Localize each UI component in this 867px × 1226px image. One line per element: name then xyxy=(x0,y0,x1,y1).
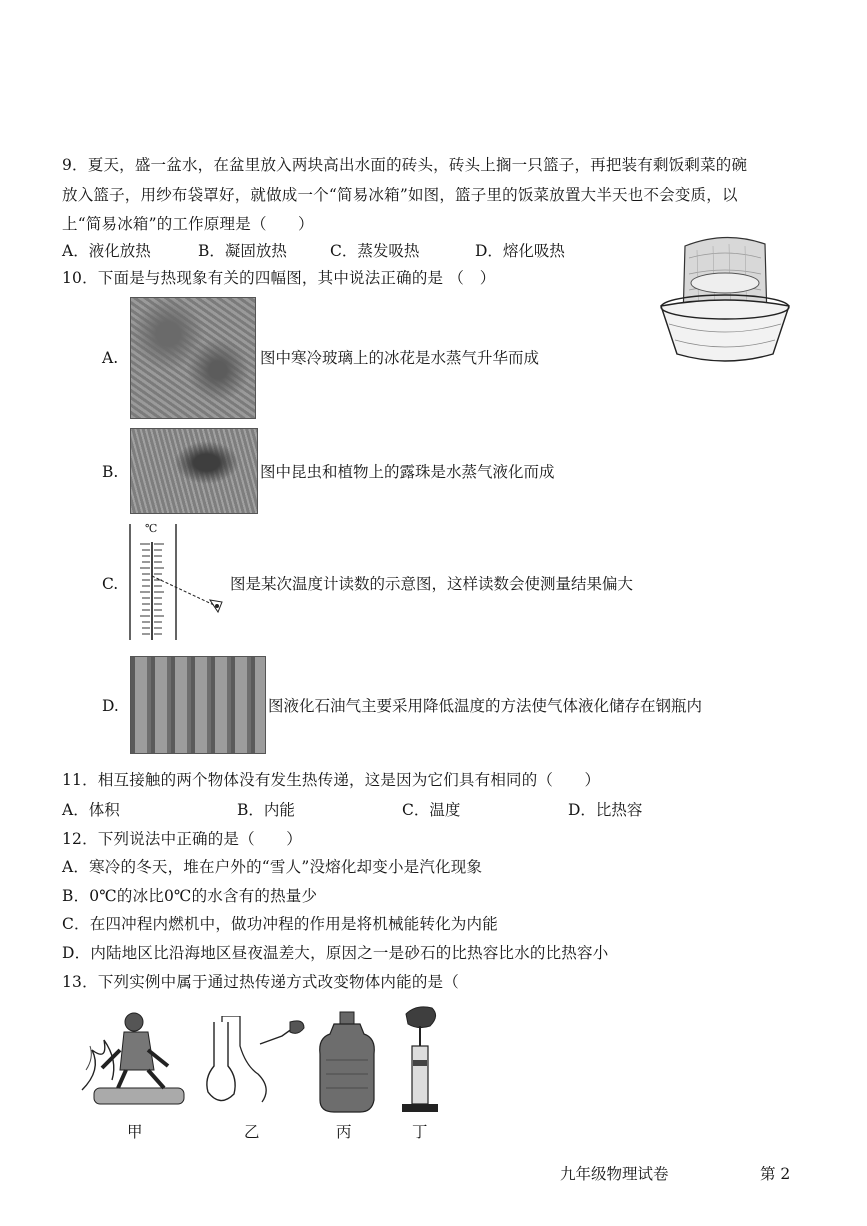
q9-line-2: 放入篮子，用纱布袋罩好，就做成一个“简易冰箱”如图，篮子里的饭菜放置大半天也不会变质，以 xyxy=(62,186,738,204)
q12-option-b: B．0℃的冰比0℃的水含有的热量少 xyxy=(62,887,318,905)
q9-line-1: 9．夏天，盛一盆水，在盆里放入两块高出水面的砖头，砖头上搁一只篮子，再把装有剩饭剩菜的碗 xyxy=(62,156,748,174)
hot-water-bottle-figure xyxy=(316,1010,378,1114)
q9-option-d: D．熔化吸热 xyxy=(475,242,565,260)
q12-stem: 12．下列说法中正确的是（ ） xyxy=(62,830,302,848)
q10-stem: 10．下面是与热现象有关的四幅图，其中说法正确的是 （ ） xyxy=(62,269,496,287)
q9-line-3: 上“简易冰箱”的工作原理是（ ） xyxy=(62,215,314,233)
q10-item-a-letter: A. xyxy=(102,349,119,367)
q10-item-a-text: 图中寒冷玻璃上的冰花是水蒸气升华而成 xyxy=(260,349,540,367)
gas-cylinders-photo xyxy=(130,656,266,754)
footer-title: 九年级物理试卷 xyxy=(560,1165,669,1183)
dew-insect-photo xyxy=(130,428,258,514)
q10-item-b-letter: B. xyxy=(102,463,119,481)
thermometer-figure xyxy=(128,522,238,644)
q11-stem: 11．相互接触的两个物体没有发生热传递，这是因为它们具有相同的（ ） xyxy=(62,771,601,789)
q9-option-b: B．凝固放热 xyxy=(198,242,287,260)
q11-option-b: B．内能 xyxy=(237,801,295,819)
q10-item-c-text: 图是某次温度计读数的示意图，这样读数会使测量结果偏大 xyxy=(230,575,634,593)
q9-option-c: C．蒸发吸热 xyxy=(330,242,420,260)
simple-fridge-figure xyxy=(655,228,795,370)
q11-option-a: A．体积 xyxy=(62,801,120,819)
q10-item-c-letter: C. xyxy=(102,575,119,593)
q10-item-b-text: 图中昆虫和植物上的露珠是水蒸气液化而成 xyxy=(260,463,555,481)
thermometer-unit: ℃ xyxy=(145,522,158,535)
fire-warming-figure xyxy=(72,1010,197,1110)
q13-stem: 13．下列实例中属于通过热传递方式改变物体内能的是（ xyxy=(62,973,459,991)
flask-heating-figure xyxy=(200,1016,310,1112)
q13-caption-bing: 丙 xyxy=(336,1123,352,1141)
piston-cylinder-figure xyxy=(396,1004,446,1116)
q12-option-a: A．寒冷的冬天，堆在户外的“雪人”没熔化却变小是汽化现象 xyxy=(62,858,483,876)
q13-caption-yi: 乙 xyxy=(244,1123,260,1141)
q11-option-d: D．比热容 xyxy=(568,801,643,819)
frost-photo xyxy=(130,297,256,419)
footer-page: 第 2 xyxy=(760,1165,791,1183)
q13-caption-jia: 甲 xyxy=(127,1123,143,1141)
q10-item-d-letter: D. xyxy=(102,697,119,715)
q9-option-a: A．液化放热 xyxy=(62,242,151,260)
q11-option-c: C．温度 xyxy=(402,801,461,819)
q12-option-c: C．在四冲程内燃机中，做功冲程的作用是将机械能转化为内能 xyxy=(62,915,498,933)
q10-item-d-text: 图液化石油气主要采用降低温度的方法使气体液化储存在钢瓶内 xyxy=(268,697,703,715)
q12-option-d: D．内陆地区比沿海地区昼夜温差大，原因之一是砂石的比热容比水的比热容小 xyxy=(62,944,609,962)
q13-caption-ding: 丁 xyxy=(412,1123,428,1141)
